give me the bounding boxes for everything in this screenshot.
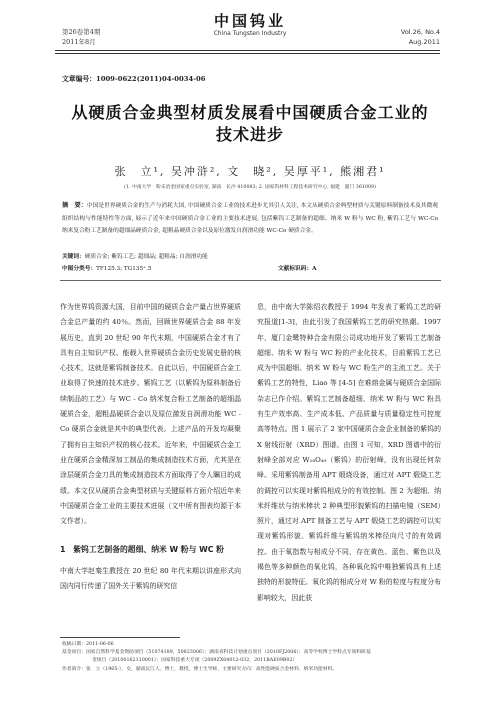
volume-en: Vol.26, No.4 (400, 28, 440, 36)
body-column-left-continued: 中南大学赵秦生教授在 20 世纪 80 年代末期以讲座形式向国内同行传递了国外关于紫钨的研究信 (60, 567, 241, 591)
article-number: 文章编号：1009-0622(2011)04-0034-06 (62, 75, 206, 83)
clc-code (62, 263, 278, 272)
footnote-rule (60, 637, 180, 638)
footnote-author: 作者简介：张 立（1965-），女，湖南沅江人，博士，教授，博士生导师，主要研究方向：高性能硬质合金材料、纳米功能材料。 (62, 666, 338, 672)
abstract (62, 200, 438, 238)
doc-code-text: A (312, 266, 317, 272)
journal-title: 中国钨业 (213, 12, 286, 30)
footnote-fund-continued: 金项目（20100162110001）；国家科技重大专项（2009ZX04012-032，2011BAE09B02） (92, 658, 298, 664)
keywords-label: 关键词： (62, 254, 85, 260)
abstract-label: 摘 要： (62, 202, 87, 209)
classification-row (62, 263, 438, 272)
page-title: 从硬质合金典型材质发展看中国硬质合金工业的 (71, 103, 429, 122)
body-column-right: 息，由中南大学陈绍衣教授于 1994 年发表了紫钨工艺的研究报道[1-3]，由此引发了我国紫钨工艺的研究热潮。1997 年，厦门金鹭特种合金有限公司成功地开发了紫钨工艺制备超细、纳米 W 粉与 WC 粉的产业化技术，目前紫钨工艺已成为中国超细、纳米 W 粉与 WC 粉生产的主流工艺。关于紫钨工艺的特性，Liao 等 [4-5] 在难熔金属与硬质合金国际杂志已作介绍。紫钨工艺制备超细、纳米 W 粉与 WC 粉具有生产效率高、生产成本低、产品质量与质量稳定性可控度高等特点。图 1 展示了 2 家中国硬质合金企业制备的紫钨的 X 射线衍射（XRD）图谱。由图 1 可知，XRD 图谱中的衍射峰全部对应 W₁₈O₄₉（紫钨）的衍射峰，没有出现任何杂峰。采用紫钨制备用 APT 煅烧设备，通过对 APT 煅烧工艺的调控可以实现对紫钨相成分的有效控制。图 2 为超细、纳米纤维状与纳米棒状 2 种典型形貌紫钨的扫描电镜（SEM）照片，通过对 APT 制备工艺与 APT 煅烧工艺的调控可以实现对紫钨形貌、紫钨纤维与紫钨纳米棒径向尺寸的有效调控。由于氧指数与相成分不同，存在黄色、蓝色、紫色以及褐色等多种颜色的氧化钨，各种氧化钨中唯独紫钨具有上述独特的形貌特征。氧化钨的相成分对 W 粉的粒度与粒度分布影响较大，因此获 (257, 303, 441, 602)
volume-cn: 第26卷第4期 (62, 28, 101, 36)
doc-code-label: 文献标识码： (278, 266, 313, 272)
body-column-left: 作为世界钨资源大国，目前中国的硬质合金产量占世界硬质合金总产量的约 40％。然而，回顾世界硬质合金 88 年发展历史，直到 20 世纪 90 年代末期，中国硬质合金才有了具有自主知识产权、能载入世界硬质合金历史发展史册的核心技术，这就是紫钨制备技术。自此以后，中国硬质合金工业取得了快速的技术进步。紫钨工艺（以紫钨为原料制备后续制品的工艺）与 WC - Co 纳米复合粉工艺制备的超细晶硬质合金，超粗晶硬质合金以及原位激发自润滑功能 WC - Co 硬质合金就是其中的典型代表。上述产品的开发均凝聚了拥有自主知识产权的核心技术。近年来，中国硬质合金工业在硬质合金精深加工制品的集成制造技术方面，尤其是在涂层硬质合金刀具的集成制造技术方面取得了令人瞩目的成绩。本文仅从硬质合金典型材质与关键原料方面介绍近年来中国硬质合金工业的主要技术进展（文中所有图表均源于本文作者）。 (60, 303, 241, 526)
date-cn: 2011年8月 (62, 38, 96, 46)
footnote-received: 收稿日期：2011-06-06 (62, 642, 114, 647)
header-rule (55, 50, 440, 51)
clc-text: TF125.3; TG135⁺.5 (96, 266, 152, 272)
footnote-fund: 基金项目：国家自然科学基金资助项目（51074189，50823006）；湖南省科技计划重点项目（2010FJ2006）；高等学校博士学科点专项科研基 (62, 650, 371, 656)
affiliation: (1. 中南大学 粉末冶金国家重点实验室, 湖南 长沙 410083; 2. 国家钨材料工程技术研究中心, 福建 厦门 361009) (124, 185, 376, 190)
keywords-text: 硬质合金; 紫钨工艺; 超细晶; 超粗晶; 自润滑功能 (84, 254, 208, 260)
abstract-text: 中国是世界硬质合金的生产与消耗大国, 中国硬质合金工业的技术进步尤其引人关注, 本文从硬质合金典型材质与关键原料制备技术及其微观组织结构与性能特性等方面, 展示了近年来中国硬质合金工业的主要技术进展, 包括紫钨工艺制备的超细、纳米 W 粉与 WC 粉, 紫钨工艺与 WC-Co 纳米复合粉工艺制备的超细晶硬质合金, 超粗晶硬质合金以及原位激发自润滑功能 WC-Co 硬质合金。 (62, 203, 438, 235)
section-heading: 1 紫钨工艺制备的超细、纳米 W 粉与 WC 粉 (60, 545, 224, 554)
date-en: Aug.2011 (408, 38, 440, 46)
document-code (278, 263, 438, 272)
journal-subtitle: China Tungsten Industry (213, 30, 287, 37)
keywords (62, 251, 438, 260)
page-title-line2: 技术进步 (215, 125, 284, 144)
header-rule-2 (55, 53, 440, 54)
clc-label: 中图分类号： (62, 266, 97, 272)
abstract-rule (60, 280, 441, 281)
authors: 张 立¹, 吴冲浒², 文 晓², 吴厚平¹, 熊湘君¹ (114, 165, 386, 178)
footnote (62, 641, 442, 674)
